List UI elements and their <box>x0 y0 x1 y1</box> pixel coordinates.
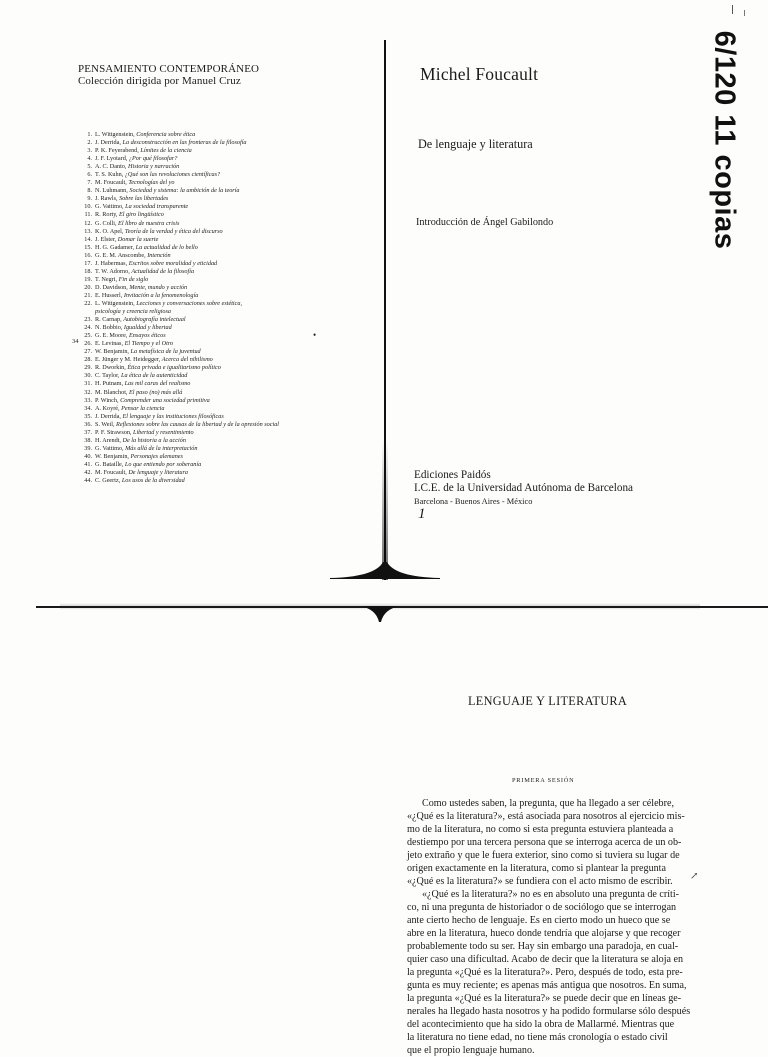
series-list-title: Ética privada e igualitarismo político <box>127 364 221 372</box>
series-list-item <box>78 300 279 308</box>
scan-mark <box>732 5 733 14</box>
chapter-title: LENGUAJE Y LITERATURA <box>468 694 628 708</box>
series-list-item <box>78 421 279 429</box>
series-list-title: Más allá de la interpretación <box>125 444 198 452</box>
publisher-block <box>414 469 633 508</box>
series-list-title: ¿Por qué filosofar? <box>128 155 178 163</box>
scan-mark <box>744 10 745 16</box>
series-list-title: Sobre las libertades <box>119 195 169 203</box>
series-list-author: L. Wittgenstein, <box>95 299 137 307</box>
spine-shadow <box>382 440 388 580</box>
series-list-title: Escritos sobre moralidad y eticidad <box>128 259 218 267</box>
body-text-line: origen exactamente en la literatura, como si plantear la pregunta <box>407 863 666 874</box>
series-list-author: W. Benjamin, <box>95 348 131 356</box>
series-list-title: La ética de la autenticidad <box>121 372 188 380</box>
series-list-author: G. E. M. Anscombe, <box>95 251 148 259</box>
author-name: Michel Foucault <box>420 64 539 84</box>
body-text-line: mo de la literatura, no como si esta pregunta estuviera planteada a <box>407 824 674 835</box>
series-list-item <box>78 437 279 445</box>
series-list-title: Ensayos éticos <box>129 332 166 340</box>
series-list-author: W. Benjamin, <box>95 452 131 460</box>
series-list-title: Lo que entiendo por soberanía <box>124 460 202 468</box>
series-list-item <box>78 413 279 421</box>
series-list-item <box>78 268 279 276</box>
series-list-title: Los usos de la diversidad <box>121 477 185 485</box>
body-text-line: «¿Qué es la literatura?», está asociada para nosotros al ejercicio mis- <box>407 811 685 822</box>
series-list-title: Autobiografía intelectual <box>123 316 186 324</box>
series-list-author: C. Geertz, <box>95 477 122 485</box>
series-list-item <box>78 147 279 155</box>
series-list-title: Fin de siglo <box>118 275 149 283</box>
series-list-number: 29. <box>84 364 92 372</box>
series-list-title: De la historia a la acción <box>122 436 186 444</box>
series-list-item <box>78 163 279 171</box>
series-list-number: 14. <box>84 235 92 243</box>
series-list-number: 4. <box>87 155 92 163</box>
body-text-line: del acontecimiento que ha sido la obra de Mallarmé. Mientras que <box>407 1019 675 1030</box>
handwritten-page-mark: 1 <box>418 506 426 522</box>
series-list-number: 25. <box>84 332 92 340</box>
series-list-number: 20. <box>84 283 92 291</box>
series-list-author: E. Levinas, <box>95 340 125 348</box>
series-list-author: P. K. Feyerabend, <box>95 147 141 155</box>
body-text-line: «¿Qué es la literatura?» no es en absoluto una pregunta de críti- <box>422 889 680 900</box>
series-list-author: T. W. Adorno, <box>95 267 132 275</box>
series-list-author: R. Carnap, <box>95 316 124 324</box>
series-list-number: 26. <box>84 340 92 348</box>
series-list-author: G. Colli, <box>95 219 119 227</box>
publisher-institution: I.C.E. de la Universidad Autónoma de Barcelona <box>414 482 634 494</box>
page-divider <box>36 606 768 608</box>
series-list-number: 1. <box>87 131 92 138</box>
series-list-title: El libro de nuestra crisis <box>118 219 180 227</box>
series-list-item <box>78 372 279 380</box>
body-text-line: co, ni una pregunta de historiador o de sociólogo que se interrogan <box>407 902 677 913</box>
body-text-line: abre en la literatura, hueco donde tendría que alojarse y que recoger <box>407 928 681 939</box>
series-list-item <box>78 179 279 187</box>
series-list-title: El paso (no) más allá <box>129 388 183 396</box>
series-list-title: Sociedad y sistema: la ambición de la teoría <box>129 187 240 195</box>
series-list-author: G. Vattimo, <box>95 444 126 452</box>
series-list-item <box>78 429 279 437</box>
series-list-title: Pensar la ciencia <box>121 404 165 412</box>
series-list-item <box>78 469 279 477</box>
body-text-line: la pregunta «¿Qué es la literatura?». Pero, después de todo, esta pre- <box>407 967 683 978</box>
series-list-author: P. Winch, <box>95 396 121 404</box>
series-list-title: La metafísica de la juventud <box>130 348 201 356</box>
divider-notch <box>360 606 400 626</box>
series-list-item <box>78 228 279 236</box>
series-list-number: 16. <box>84 251 92 259</box>
series-list-number: 5. <box>87 163 92 171</box>
series-list-number: 40. <box>84 452 92 460</box>
series-list-item <box>78 155 279 163</box>
body-text-line: la literatura no tiene edad, no tiene más cronología o estado civil <box>407 1032 668 1043</box>
series-list-item <box>78 187 279 195</box>
series-list-number: 42. <box>84 468 92 476</box>
series-header <box>78 63 259 87</box>
series-list-item <box>78 380 279 388</box>
series-list-author: R. Dworkin, <box>95 364 128 372</box>
series-list-item <box>78 171 279 179</box>
series-list-number: 10. <box>84 203 92 211</box>
series-list-author: A. C. Danto, <box>95 163 128 171</box>
series-list-author: H. Putnam, <box>95 380 125 388</box>
series-list-title: Igualdad y libertad <box>123 324 172 332</box>
series-list-item <box>78 220 279 228</box>
series-list-author: T. S. Kuhn, <box>95 171 125 179</box>
chapter-body <box>407 797 691 1057</box>
body-text-line: gunta es muy reciente; es apenas más antigua que nosotros. En suma, <box>407 980 687 991</box>
series-list-item <box>78 211 279 219</box>
series-list-title: Tecnologías del yo <box>128 179 175 187</box>
series-list-number: 39. <box>84 444 92 452</box>
series-list-item <box>78 397 279 405</box>
series-title-list <box>78 131 279 485</box>
series-list-author: G. Bataille, <box>95 460 125 468</box>
series-list-title: La sociedad transparente <box>125 203 189 211</box>
series-list-title: Domar la suerte <box>117 235 159 243</box>
series-list-number: 6. <box>87 171 92 179</box>
series-list-number: 9. <box>87 195 92 203</box>
series-list-item <box>78 389 279 397</box>
series-list-number: 8. <box>87 187 92 195</box>
series-list-item <box>78 445 279 453</box>
series-list-author: N. Bobbio, <box>95 324 124 332</box>
series-list-item <box>78 252 279 260</box>
series-list-item <box>78 324 279 332</box>
series-list-title: Lecciones y conversaciones sobre estética, <box>136 299 243 307</box>
series-list-number: 13. <box>84 227 92 235</box>
series-list-author: M. Foucault, <box>95 179 129 187</box>
series-list-author: E. Jünger y M. Heidegger, <box>95 356 162 364</box>
series-list-item <box>78 364 279 372</box>
series-list-author: D. Davidson, <box>95 283 130 291</box>
series-list-number: 23. <box>84 316 92 324</box>
session-heading: PRIMERA SESIÓN <box>512 777 575 784</box>
series-list-number: 28. <box>84 356 92 364</box>
series-list-number: 33. <box>84 396 92 404</box>
series-list-title: ¿Qué son las revoluciones científicas? <box>124 171 221 179</box>
series-director: Colección dirigida por Manuel Cruz <box>78 75 241 87</box>
series-list-item <box>78 131 279 139</box>
series-list-item <box>78 139 279 147</box>
series-list-author: L. Wittgenstein, <box>95 131 137 138</box>
series-list-number: 2. <box>87 139 92 147</box>
series-list-title: Mente, mundo y acción <box>129 283 188 291</box>
series-list-number: 7. <box>87 179 92 187</box>
series-list-item <box>78 477 279 485</box>
series-list-number: 35. <box>84 412 92 420</box>
series-list-title: Personajes alemanes <box>130 452 183 460</box>
series-list-author: J. Elster, <box>95 235 118 243</box>
series-list-title: El lenguaje y las instituciones filosóficas <box>122 412 224 420</box>
series-list-author: J. Derrida, <box>95 412 123 420</box>
body-text-line: que el propio lenguaje humano. <box>407 1045 535 1056</box>
series-list-number: 3. <box>87 147 92 155</box>
series-list-title: Las mil caras del realismo <box>124 380 191 388</box>
series-list-author: G. Vattimo, <box>95 203 126 211</box>
series-list-author: T. Negri, <box>95 275 119 283</box>
book-title: De lenguaje y literatura <box>418 137 533 151</box>
series-list-item <box>78 316 279 324</box>
handwritten-copies-note <box>702 20 746 260</box>
series-list-author: J. Derrida, <box>95 139 123 147</box>
publisher-name: Ediciones Paidós <box>414 469 491 481</box>
body-text-line: nerales ha llegado hasta nosotros y ha podido formularse sólo después <box>407 1006 691 1017</box>
spine-foot-shadow <box>330 560 440 582</box>
series-list-number: 36. <box>84 420 92 428</box>
series-list-item <box>78 461 279 469</box>
series-list-number: 24. <box>84 324 92 332</box>
series-list-number: 21. <box>84 291 92 299</box>
body-text-line: «¿Qué es la literatura?» se fundiera con el acto mismo de escribir. <box>407 876 673 887</box>
series-list-number: 15. <box>84 243 92 251</box>
series-list-author: J. Habermas, <box>95 259 129 267</box>
series-list-item <box>78 236 279 244</box>
series-list-number: 19. <box>84 275 92 283</box>
series-list-title: Historia y narración <box>128 163 180 171</box>
series-list-title: El giro lingüístico <box>119 211 164 219</box>
series-list-title: Libertad y resentimiento <box>133 428 194 436</box>
series-list-author: M. Foucault, <box>95 468 129 476</box>
series-list-item <box>78 332 279 340</box>
series-list-author: H. Arendt, <box>95 436 123 444</box>
series-list-title: La desconstrucción en las fronteras de la filosofía <box>122 139 247 147</box>
series-list-author: J. F. Lyotard, <box>95 155 129 163</box>
series-list-author: J. Rawls, <box>95 195 120 203</box>
series-name: PENSAMIENTO CONTEMPORÁNEO <box>78 63 260 75</box>
series-list-item <box>78 340 279 348</box>
series-list-title: Intención <box>147 251 171 259</box>
series-list-title: Límites de la ciencia <box>140 147 192 155</box>
body-text-line: destiempo por una tercera persona que se interroga acerca de un ob- <box>407 837 682 848</box>
series-list-item <box>78 405 279 413</box>
series-list-title: Comprender una sociedad primitiva <box>120 396 210 404</box>
body-text-line: probablemente todo su ser. Hay sin embargo una paradoja, en cual- <box>407 941 679 952</box>
series-list-title: Teoría de la verdad y ética del discurso <box>124 227 223 235</box>
series-list-number: 27. <box>84 348 92 356</box>
series-list-title: Actualidad de la filosofía <box>131 267 195 275</box>
body-text-line: ante cierto hecho de lenguaje. Es en cierto modo un hueco que se <box>407 915 671 926</box>
series-list-title: Acerca del nihilismo <box>161 356 213 364</box>
series-list-author: N. Luhmann, <box>95 187 130 195</box>
body-text-line: jeto extraño y que le fuera exterior, sino como si tuviera su lugar de <box>407 850 680 861</box>
series-list-number: 17. <box>84 259 92 267</box>
pencil-annotation: ↗ <box>690 871 699 882</box>
series-list-number: 38. <box>84 436 92 444</box>
series-list-author: S. Weil, <box>95 420 117 428</box>
margin-annotation: 34 <box>72 338 79 345</box>
series-list-author: M. Blanchot, <box>95 388 130 396</box>
series-list-item <box>78 453 279 461</box>
series-list-number: 30. <box>84 372 92 380</box>
series-list-item <box>78 292 279 300</box>
series-list-item <box>78 244 279 252</box>
series-list-item <box>78 203 279 211</box>
series-list-number: 12. <box>84 219 92 227</box>
series-list-item <box>78 276 279 284</box>
series-list-item <box>78 348 279 356</box>
copies-note-text: 6/120 11 copias <box>708 30 741 250</box>
series-list-author: E. Husserl, <box>95 291 124 299</box>
series-list-number: 41. <box>84 460 92 468</box>
series-list-item <box>78 260 279 268</box>
series-list-number: 11. <box>84 211 92 219</box>
series-list-title: La actualidad de lo bello <box>135 243 198 251</box>
series-list-author: A. Koyré, <box>95 404 122 412</box>
body-text-line: la pregunta «¿Qué es la literatura?» se puede decir que en líneas ge- <box>407 993 682 1004</box>
series-list-number: 32. <box>84 388 92 396</box>
series-list-author: P. F. Strawson, <box>95 428 134 436</box>
series-list-number: 31. <box>84 380 92 388</box>
series-list-title: Conferencia sobre ética <box>136 131 196 138</box>
series-list-title: De lenguaje y literatura <box>128 468 188 476</box>
body-text-line: quier caso una dificultad. Acabo de decir que la literatura se aloja en <box>407 954 684 965</box>
series-list-author: R. Rorty, <box>95 211 120 219</box>
publisher-cities: Barcelona - Buenos Aires - México <box>414 497 533 506</box>
series-list-author: K. O. Apel, <box>95 227 125 235</box>
series-list-number: 44. <box>84 477 92 485</box>
series-list-author: G. E. Moore, <box>95 332 130 340</box>
series-list-number: 37. <box>84 428 92 436</box>
series-list-number: 34. <box>84 404 92 412</box>
series-list-item <box>78 284 279 292</box>
series-list-title: El Tiempo y el Otro <box>124 340 174 348</box>
series-list-title: Invitación a la fenomenología <box>123 291 199 299</box>
body-text-line: Como ustedes saben, la pregunta, que ha llegado a ser célebre, <box>422 798 674 809</box>
series-list-number: 18. <box>84 267 92 275</box>
introduction-credit: Introducción de Ángel Gabilondo <box>416 217 554 228</box>
series-list-title-continued: psicología y creencia religiosa <box>95 308 172 316</box>
series-list-item <box>78 195 279 203</box>
series-list-author: H. G. Gadamer, <box>95 243 136 251</box>
ink-dot: • <box>313 330 317 340</box>
series-list-title: Reflexiones sobre las causas de la libertad y de la opresión social <box>116 420 280 428</box>
series-list-number: 22. <box>84 299 92 307</box>
series-list-author: C. Taylor, <box>95 372 122 380</box>
